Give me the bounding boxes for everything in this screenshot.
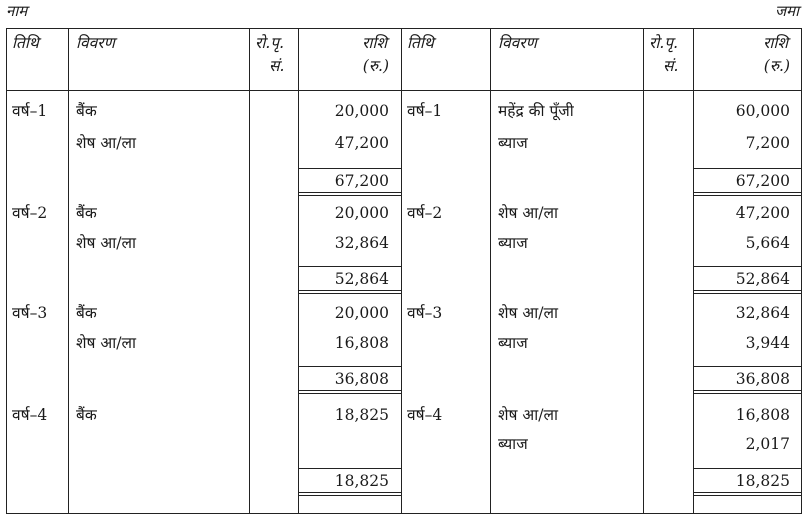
credit-year-label: वर्ष–4 <box>407 406 443 424</box>
credit-double-rule <box>693 290 802 291</box>
credit-total-rule <box>693 266 802 267</box>
debit-total-amount: 52,864 <box>334 270 389 288</box>
credit-entry-amount: 16,808 <box>735 406 790 424</box>
credit-entry-particulars: ब्याज <box>498 435 528 453</box>
debit-total-amount: 18,825 <box>334 472 389 490</box>
credit-year-label: वर्ष–3 <box>407 304 443 322</box>
credit-entry-particulars: शेष आ/ला <box>498 304 559 322</box>
table-border <box>6 28 802 514</box>
credit-entry-particulars: ब्याज <box>498 334 528 352</box>
debit-particulars-header: विवरण <box>76 34 115 52</box>
debit-entry-amount: 20,000 <box>334 304 389 322</box>
credit-entry-amount: 60,000 <box>735 102 790 120</box>
debit-double-rule <box>298 393 401 394</box>
credit-entry-amount: 47,200 <box>735 204 790 222</box>
debit-total-rule <box>298 468 401 469</box>
debit-total-amount: 36,808 <box>334 370 389 388</box>
credit-entry-particulars: महेंद्र की पूँजी <box>498 102 574 120</box>
credit-double-rule <box>693 192 802 193</box>
debit-entry-particulars: शेष आ/ला <box>76 334 137 352</box>
debit-entry-particulars: बैंक <box>76 204 97 222</box>
credit-amount-header: राशि <box>763 34 788 52</box>
debit-entry-amount: 20,000 <box>334 102 389 120</box>
credit-side-label: जमा <box>775 2 799 20</box>
debit-entry-particulars: बैंक <box>76 102 97 120</box>
credit-double-rule <box>693 393 802 394</box>
credit-folio-header: रो.पृ. <box>649 34 679 52</box>
debit-double-rule <box>298 390 401 391</box>
credit-total-amount: 67,200 <box>735 172 790 190</box>
credit-entry-amount: 5,664 <box>745 234 790 252</box>
credit-double-rule <box>693 195 802 196</box>
credit-entry-particulars: ब्याज <box>498 234 528 252</box>
debit-year-label: वर्ष–2 <box>12 204 48 222</box>
credit-total-amount: 18,825 <box>735 472 790 490</box>
credit-entry-amount: 2,017 <box>745 435 790 453</box>
debit-year-label: वर्ष–4 <box>12 406 48 424</box>
debit-amount-header: राशि <box>362 34 387 52</box>
credit-folio-header-2: सं. <box>663 57 679 75</box>
debit-entry-amount: 32,864 <box>334 234 389 252</box>
credit-year-label: वर्ष–1 <box>407 102 443 120</box>
credit-total-rule <box>693 366 802 367</box>
credit-entry-amount: 7,200 <box>745 134 790 152</box>
credit-entry-amount: 32,864 <box>735 304 790 322</box>
header-rule <box>6 90 802 91</box>
column-rule <box>490 28 491 514</box>
credit-entry-amount: 3,944 <box>745 334 790 352</box>
debit-entry-particulars: शेष आ/ला <box>76 134 137 152</box>
credit-total-rule <box>693 168 802 169</box>
debit-total-rule <box>298 168 401 169</box>
debit-side-label: नाम <box>6 2 28 20</box>
debit-total-rule <box>298 266 401 267</box>
debit-year-label: वर्ष–3 <box>12 304 48 322</box>
credit-double-rule <box>693 293 802 294</box>
debit-amount-unit: (रु.) <box>362 57 389 75</box>
column-rule <box>68 28 69 514</box>
credit-entry-particulars: शेष आ/ला <box>498 406 559 424</box>
column-rule <box>249 28 250 514</box>
debit-double-rule <box>298 195 401 196</box>
credit-entry-particulars: ब्याज <box>498 134 528 152</box>
debit-entry-amount: 16,808 <box>334 334 389 352</box>
credit-double-rule <box>693 492 802 493</box>
credit-amount-unit: (रु.) <box>763 57 790 75</box>
debit-double-rule <box>298 290 401 291</box>
credit-double-rule <box>693 495 802 496</box>
debit-double-rule <box>298 495 401 496</box>
credit-double-rule <box>693 390 802 391</box>
credit-total-amount: 52,864 <box>735 270 790 288</box>
debit-total-amount: 67,200 <box>334 172 389 190</box>
credit-date-header: तिथि <box>407 34 434 52</box>
debit-entry-amount: 18,825 <box>334 406 389 424</box>
credit-particulars-header: विवरण <box>498 34 537 52</box>
debit-double-rule <box>298 492 401 493</box>
debit-total-rule <box>298 366 401 367</box>
debit-entry-particulars: बैंक <box>76 304 97 322</box>
debit-date-header: तिथि <box>12 34 39 52</box>
debit-entry-amount: 20,000 <box>334 204 389 222</box>
debit-double-rule <box>298 192 401 193</box>
debit-double-rule <box>298 293 401 294</box>
debit-entry-particulars: शेष आ/ला <box>76 234 137 252</box>
debit-entry-amount: 47,200 <box>334 134 389 152</box>
debit-folio-header-2: सं. <box>269 57 285 75</box>
credit-total-rule <box>693 468 802 469</box>
debit-entry-particulars: बैंक <box>76 406 97 424</box>
debit-folio-header: रो.पृ. <box>255 34 285 52</box>
credit-total-amount: 36,808 <box>735 370 790 388</box>
center-divider <box>401 28 402 514</box>
column-rule <box>643 28 644 514</box>
ledger-account-table <box>6 28 802 514</box>
credit-entry-particulars: शेष आ/ला <box>498 204 559 222</box>
debit-year-label: वर्ष–1 <box>12 102 48 120</box>
credit-year-label: वर्ष–2 <box>407 204 443 222</box>
